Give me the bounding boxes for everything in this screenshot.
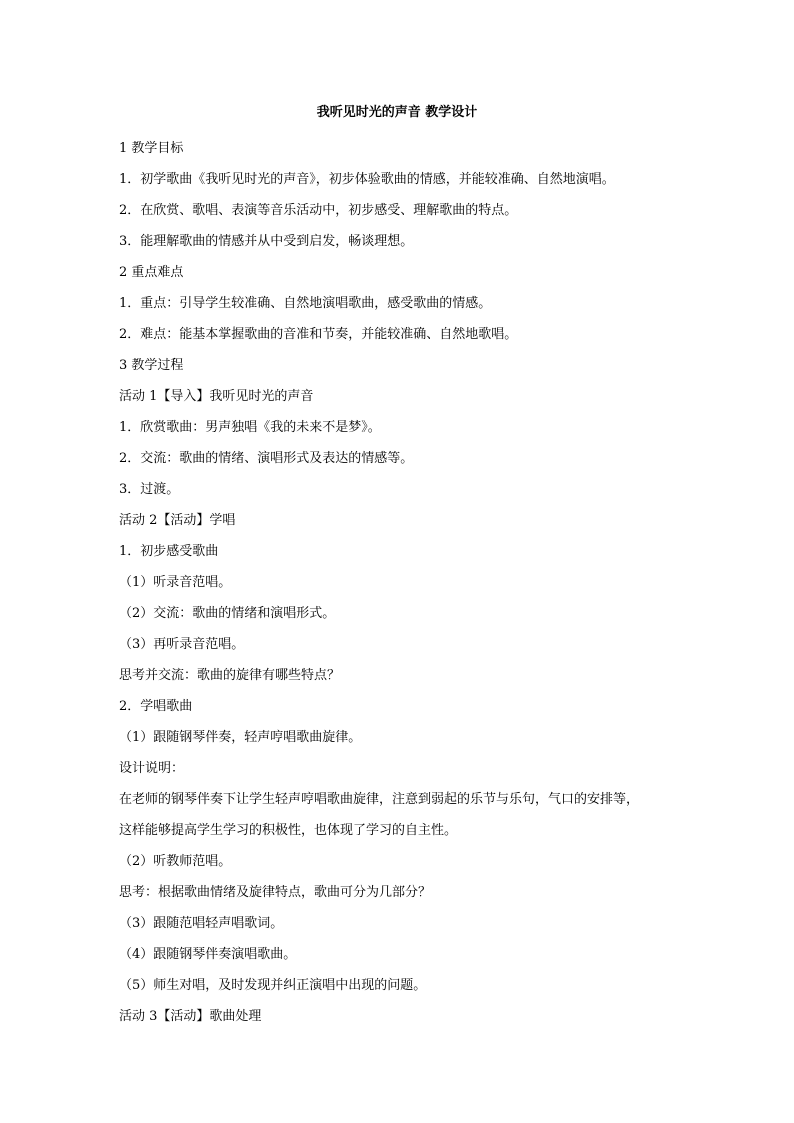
paragraph: （2）听教师范唱。 [119,854,232,869]
document-title: 我听见时光的声音 教学设计 [316,105,478,120]
section-heading-key-points: 2 重点难点 [119,265,184,280]
section-heading-objectives: 1 教学目标 [119,141,184,156]
activity-heading: 活动 2【活动】学唱 [119,513,236,528]
paragraph: 这样能够提高学生学习的积极性，也体现了学习的自主性。 [119,823,458,838]
paragraph: （2）交流：歌曲的情绪和演唱形式。 [119,606,336,621]
paragraph: （3）再听录音范唱。 [119,637,245,652]
paragraph: 2．难点：能基本掌握歌曲的音准和节奏，并能较准确、自然地歌唱。 [119,327,518,342]
document-body [119,133,689,1032]
paragraph: 思考并交流：歌曲的旋律有哪些特点？ [119,668,341,683]
activity-heading: 活动 1【导入】我听见时光的声音 [119,389,314,404]
paragraph: （1）跟随钢琴伴奏，轻声哼唱歌曲旋律。 [119,730,362,745]
paragraph: 设计说明： [119,761,185,776]
paragraph: 2．在欣赏、歌唱、表演等音乐活动中，初步感受、理解歌曲的特点。 [119,203,518,218]
paragraph: 2．学唱歌曲 [119,699,193,714]
section-heading-process: 3 教学过程 [119,358,184,373]
paragraph: 3．能理解歌曲的情感并从中受到启发，畅谈理想。 [119,234,414,249]
paragraph: （5）师生对唱，及时发现并纠正演唱中出现的问题。 [119,978,427,993]
paragraph: 在老师的钢琴伴奏下让学生轻声哼唱歌曲旋律，注意到弱起的乐节与乐句，气口的安排等， [119,792,640,807]
paragraph: 1．初步感受歌曲 [119,544,219,559]
paragraph: 1．欣赏歌曲：男声独唱《我的未来不是梦》。 [119,420,381,435]
paragraph: 1．重点：引导学生较准确、自然地演唱歌曲，感受歌曲的情感。 [119,296,492,311]
paragraph: （3）跟随范唱轻声唱歌词。 [119,916,284,931]
paragraph: （1）听录音范唱。 [119,575,232,590]
paragraph: 2．交流：歌曲的情绪、演唱形式及表达的情感等。 [119,451,414,466]
paragraph: 1．初学歌曲《我听见时光的声音》，初步体验歌曲的情感，并能较准确、自然地演唱。 [119,172,615,187]
paragraph: 3．过渡。 [119,482,180,497]
paragraph: 思考：根据歌曲情绪及旋律特点，歌曲可分为几部分？ [119,885,432,900]
activity-heading: 活动 3【活动】歌曲处理 [119,1009,262,1024]
paragraph: （4）跟随钢琴伴奏演唱歌曲。 [119,947,297,962]
